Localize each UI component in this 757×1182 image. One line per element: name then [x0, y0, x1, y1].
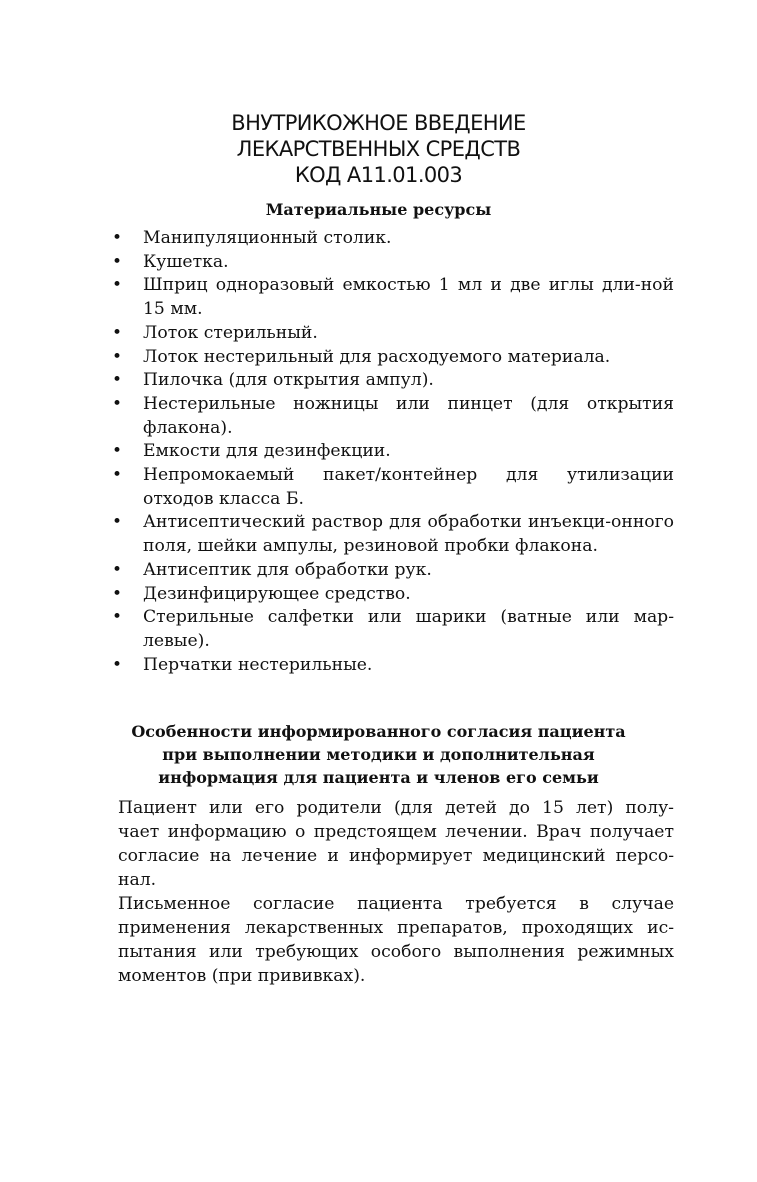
paragraph-line: применения лекарственных препаратов, проходящих ис- [118, 918, 674, 938]
list-item [110, 369, 674, 393]
list-item [110, 559, 674, 583]
title-line: ВНУТРИКОЖНОЕ ВВЕДЕНИЕ [231, 111, 526, 135]
paragraph-line: пытания или требующих особого выполнения режимных [118, 942, 674, 962]
bullet-icon: • [112, 346, 123, 367]
bullet-icon: • [112, 512, 123, 533]
title-line: КОД А11.01.003 [294, 163, 463, 187]
list-item [110, 251, 674, 275]
bullet-icon: • [112, 322, 123, 343]
bullet-icon: • [112, 393, 123, 414]
bullet-icon: • [112, 465, 123, 486]
list-item [110, 511, 674, 558]
list-item-text: Непромокаемый пакет/контейнер для утилизации отходов класса Б. [143, 465, 674, 509]
bullet-icon: • [112, 654, 123, 675]
paragraph-line: нал. [118, 870, 157, 890]
list-item-text: Кушетка. [143, 251, 229, 272]
title-line: ЛЕКАРСТВЕННЫХ СРЕДСТВ [236, 137, 521, 161]
materials-heading: Материальные ресурсы [265, 200, 492, 219]
bullet-icon: • [112, 370, 123, 391]
list-item-text: Дезинфицирующее средство. [143, 583, 411, 604]
list-item-text: Антисептический раствор для обработки инъекци-онного поля, шейки ампулы, резиновой пробки флакона. [143, 512, 674, 557]
list-item-text: Пилочка (для открытия ампул). [143, 370, 434, 391]
materials-list [110, 227, 674, 677]
bullet-icon: • [112, 275, 123, 296]
list-item [110, 654, 674, 678]
bullet-icon: • [112, 228, 123, 248]
bullet-icon: • [112, 583, 123, 604]
paragraph-line: моментов (при прививках). [118, 966, 366, 986]
bullet-icon: • [112, 559, 123, 580]
list-item-text: Манипуляционный столик. [143, 228, 392, 248]
list-item [110, 464, 674, 511]
consent-heading-line: при выполнении методики и дополнительная [162, 745, 595, 764]
list-item [110, 227, 674, 251]
list-item-text: Антисептик для обработки рук. [143, 559, 432, 580]
consent-paragraph-1 [110, 796, 674, 892]
paragraph-line: Письменное согласие пациента требуется в случае [118, 894, 674, 914]
document-title [0, 110, 757, 188]
list-item-text: Перчатки нестерильные. [143, 654, 373, 675]
list-item-text: Лоток стерильный. [143, 322, 318, 343]
list-item [110, 274, 674, 321]
list-item [110, 583, 674, 607]
consent-heading [0, 720, 757, 789]
consent-paragraph-2 [110, 892, 674, 988]
paragraph-line: чает информацию о предстоящем лечении. Врач получает [118, 822, 674, 842]
list-item-text: Емкости для дезинфекции. [143, 441, 391, 462]
list-item-text: Лоток нестерильный для расходуемого материала. [143, 346, 611, 367]
consent-heading-line: информация для пациента и членов его семьи [158, 768, 599, 787]
list-item [110, 322, 674, 346]
list-item [110, 606, 674, 653]
bullet-icon: • [112, 607, 123, 628]
paragraph-line: согласие на лечение и информирует медицинский персо- [118, 846, 674, 866]
list-item [110, 393, 674, 440]
bullet-icon: • [112, 441, 123, 462]
paragraph-line: Пациент или его родители (для детей до 15 лет) полу- [118, 798, 674, 818]
bullet-icon: • [112, 251, 123, 272]
consent-heading-line: Особенности информированного согласия пациента [131, 722, 626, 741]
list-item-text: Шприц одноразовый емкостью 1 мл и две иглы дли-ной 15 мм. [143, 275, 674, 320]
list-item-text: Стерильные салфетки или шарики (ватные или мар-левые). [143, 607, 674, 651]
list-item [110, 346, 674, 370]
list-item-text: Нестерильные ножницы или пинцет (для открытия флакона). [143, 393, 674, 438]
list-item [110, 440, 674, 464]
